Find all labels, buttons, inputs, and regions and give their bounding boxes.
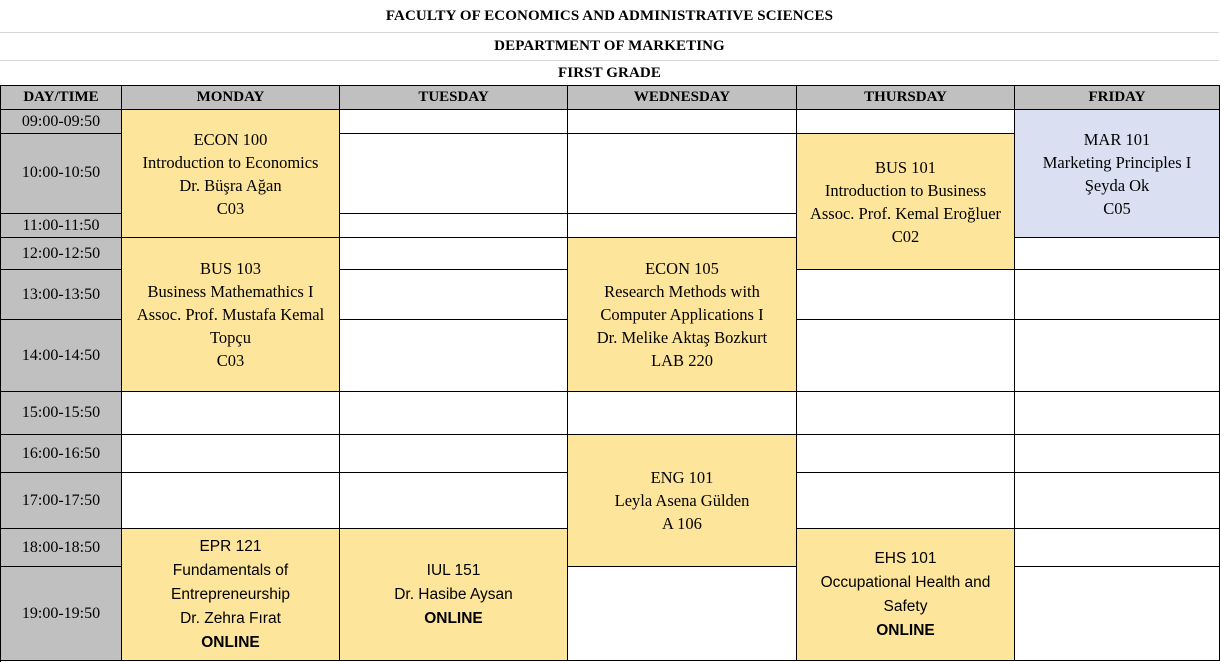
course-name: Entrepreneurship [171, 585, 290, 603]
empty-slot [797, 320, 1015, 392]
header-daytime: DAY/TIME [1, 86, 122, 110]
course-block-iul151[interactable] [340, 529, 568, 661]
empty-slot [797, 270, 1015, 320]
header-tuesday: TUESDAY [340, 86, 568, 110]
empty-slot [340, 392, 568, 435]
course-name: Introduction to Business [824, 180, 987, 200]
course-room: C05 [1103, 198, 1131, 218]
empty-slot [1015, 320, 1220, 392]
department-title: DEPARTMENT OF MARKETING [0, 33, 1219, 61]
empty-slot [1015, 435, 1220, 473]
empty-slot [568, 214, 797, 238]
empty-slot [797, 392, 1015, 435]
course-code: MAR 101 [1083, 129, 1151, 149]
time-slot: 17:00-17:50 [1, 473, 122, 529]
empty-slot [340, 320, 568, 392]
time-slot: 09:00-09:50 [1, 110, 122, 134]
faculty-title: FACULTY OF ECONOMICS AND ADMINISTRATIVE SCIENCES [0, 0, 1219, 33]
course-instructor: Dr. Zehra Fırat [180, 609, 281, 627]
empty-slot [1015, 567, 1220, 661]
course-name: Introduction to Economics [142, 152, 319, 172]
empty-slot [340, 214, 568, 238]
course-name: Fundamentals of [172, 561, 289, 579]
course-name: Business Mathemathics I [147, 282, 314, 301]
course-instructor: Assoc. Prof. Kemal Eroğluer [809, 203, 1002, 223]
empty-slot [797, 473, 1015, 529]
course-room: A 106 [662, 514, 702, 533]
empty-slot [340, 238, 568, 270]
empty-slot [797, 110, 1015, 134]
course-code: ECON 100 [193, 129, 268, 149]
course-mode-badge: ONLINE [424, 609, 483, 627]
course-instructor: Dr. Hasibe Aysan [394, 585, 513, 603]
course-code: EHS 101 [874, 549, 937, 567]
course-room: C03 [216, 351, 245, 370]
course-name: Computer Applications I [600, 305, 764, 324]
course-code: ECON 105 [645, 259, 719, 278]
course-mode-badge: ONLINE [201, 633, 260, 651]
empty-slot [1015, 529, 1220, 567]
empty-slot [122, 392, 340, 435]
empty-slot [1015, 270, 1220, 320]
course-block-econ105[interactable] [568, 238, 797, 392]
course-name: Marketing Principles I [1042, 152, 1192, 172]
course-block-bus103[interactable] [122, 238, 340, 392]
course-block-econ100[interactable] [122, 110, 340, 238]
course-mode-badge: ONLINE [876, 621, 935, 639]
course-code: ENG 101 [650, 468, 714, 487]
time-slot: 15:00-15:50 [1, 392, 122, 435]
course-code: BUS 101 [875, 157, 936, 177]
course-name: Safety [883, 597, 928, 615]
course-code: IUL 151 [426, 561, 481, 579]
timetable-grid [0, 85, 1220, 662]
course-instructor: Topçu [209, 328, 251, 347]
course-instructor: Dr. Büşra Ağan [179, 175, 282, 195]
course-block-mar101[interactable] [1015, 110, 1220, 238]
time-slot: 12:00-12:50 [1, 238, 122, 270]
empty-slot [1015, 473, 1220, 529]
course-name: Occupational Health and [820, 573, 991, 591]
course-room: C02 [891, 226, 920, 246]
empty-slot [568, 567, 797, 661]
time-slot: 10:00-10:50 [1, 134, 122, 214]
course-code: BUS 103 [200, 259, 261, 278]
time-slot: 11:00-11:50 [1, 214, 122, 238]
time-slot: 14:00-14:50 [1, 320, 122, 392]
time-slot: 16:00-16:50 [1, 435, 122, 473]
empty-slot [797, 435, 1015, 473]
course-block-ehs101[interactable] [797, 529, 1015, 661]
grade-title: FIRST GRADE [558, 64, 661, 81]
empty-slot [568, 392, 797, 435]
course-instructor: Assoc. Prof. Mustafa Kemal [136, 305, 325, 324]
time-slot: 19:00-19:50 [1, 567, 122, 661]
time-slot: 13:00-13:50 [1, 270, 122, 320]
empty-slot [340, 110, 568, 134]
course-room: C03 [216, 198, 245, 218]
course-block-epr121[interactable] [122, 529, 340, 661]
empty-slot [122, 435, 340, 473]
course-instructor: Dr. Melike Aktaş Bozkurt [596, 328, 768, 347]
course-instructor: Şeyda Ok [1084, 175, 1150, 195]
header-friday: FRIDAY [1015, 86, 1220, 110]
time-slot: 18:00-18:50 [1, 529, 122, 567]
empty-slot [1015, 238, 1220, 270]
empty-slot [340, 270, 568, 320]
course-code: EPR 121 [199, 537, 262, 555]
course-block-eng101[interactable] [568, 435, 797, 567]
course-instructor: Leyla Asena Gülden [614, 491, 750, 510]
empty-slot [340, 435, 568, 473]
empty-slot [340, 134, 568, 214]
header-thursday: THURSDAY [797, 86, 1015, 110]
header-monday: MONDAY [122, 86, 340, 110]
empty-slot [1015, 392, 1220, 435]
empty-slot [568, 110, 797, 134]
course-block-bus101[interactable] [797, 134, 1015, 270]
empty-slot [568, 134, 797, 214]
empty-slot [340, 473, 568, 529]
empty-slot [122, 473, 340, 529]
header-wednesday: WEDNESDAY [568, 86, 797, 110]
course-room: LAB 220 [651, 351, 713, 370]
course-name: Research Methods with [604, 282, 760, 301]
